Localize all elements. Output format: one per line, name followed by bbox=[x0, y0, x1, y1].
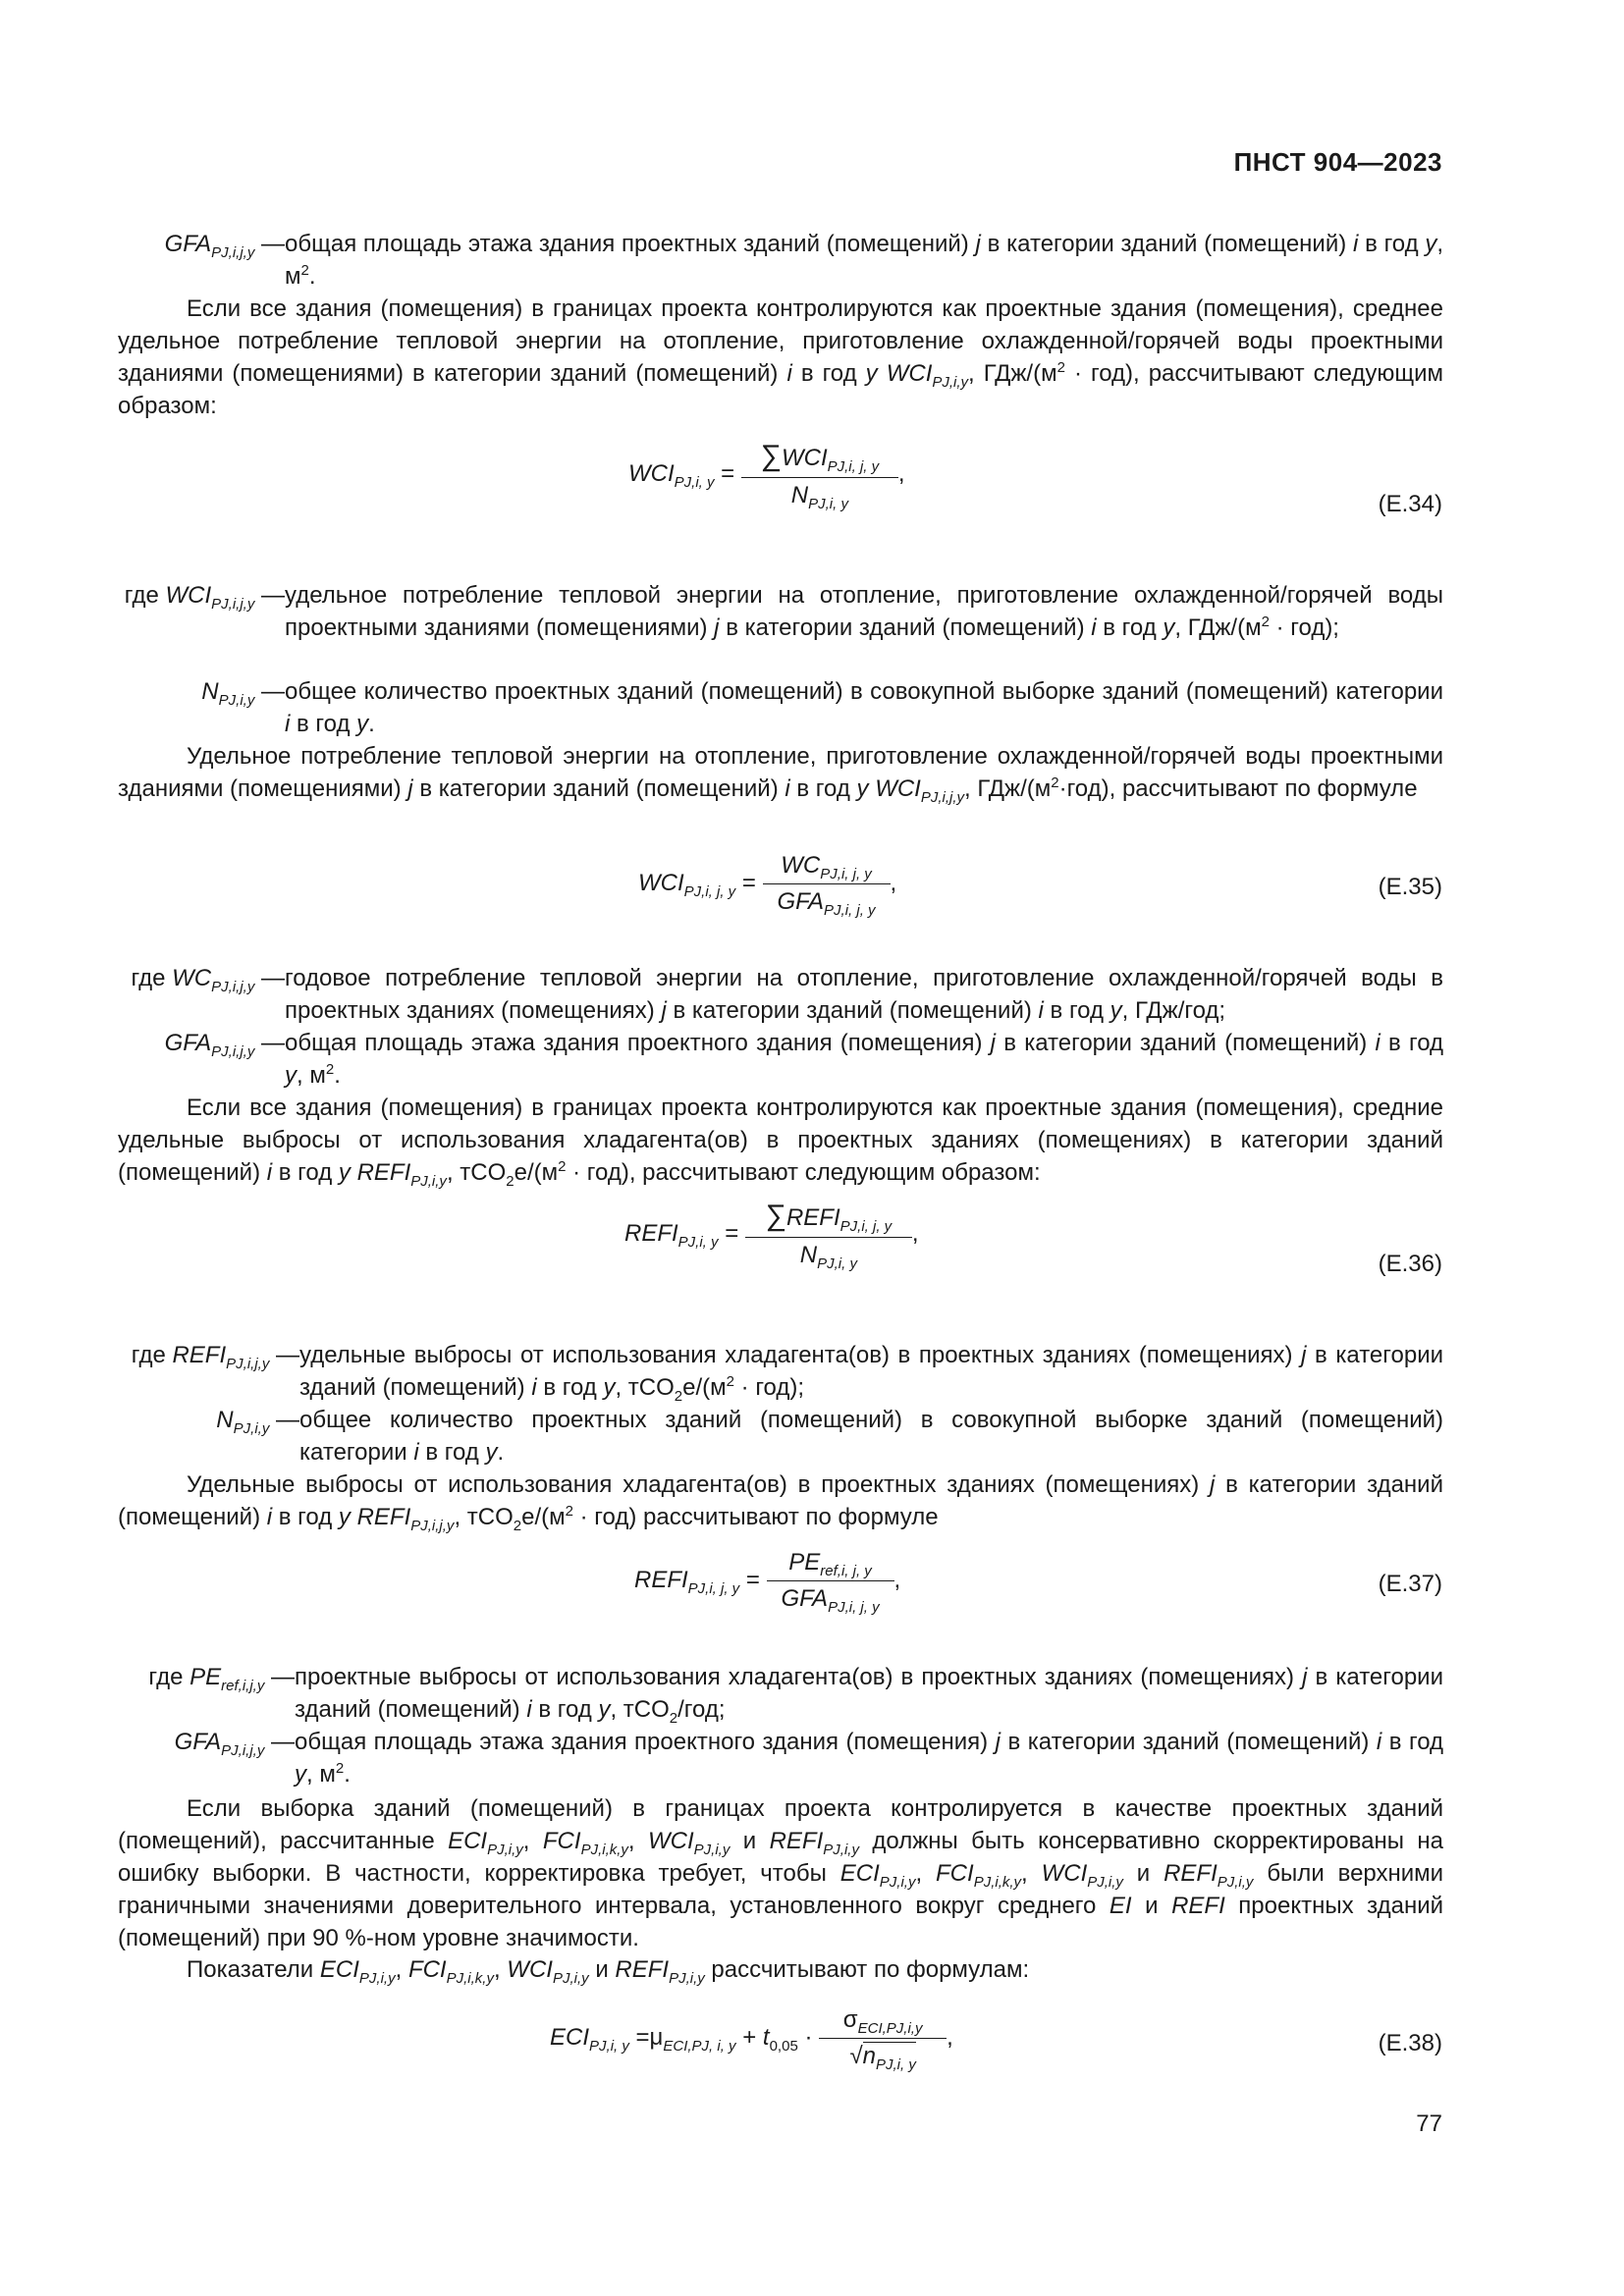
equation-number-e37: (Е.37) bbox=[1378, 1571, 1442, 1597]
paragraph-avg-refrigerant: Если все здания (помещения) в границах проекта контролируются как проектные здания (помещения), средние удельные выбросы от использования хладагента(ов) в проектных зданиях (помещениях) в категории зданий (помещений) i в год y $REFI_{PJ,i,y}$, $тCO_2e/(м^2 \cdot год)$, рассчитывают следующим образом: bbox=[118, 1095, 1443, 1190]
equation-number-e34: (Е.34) bbox=[1378, 491, 1442, 517]
paragraph-avg-heat: Если все здания (помещения) в границах проекта контролируются как проектные здания (помещения), среднее удельное потребление тепловой энергии на отопление, приготовление охлажденной/горячей воды проектными зданиями (помещениями) в категории зданий (помещений) i в год y $WCI_{PJ,i,y}$, ГДж/$(м^2 \cdot год)$, рассчитывают следующим образом: bbox=[118, 295, 1444, 419]
equation-number-e38: (Е.38) bbox=[1378, 2030, 1442, 2056]
paragraph-specific-heat: Удельное потребление тепловой энергии на отопление, приготовление охлажденной/горячей воды проектными зданиями (помещениями) j в категории зданий (помещений) i в год y $WCI_{PJ,i,j,y}$, ГДж/$(м^2\cdot год)$, рассчитывают по формуле bbox=[118, 743, 1443, 806]
equation-e38: $ECI_{PJ,i, y} =\mu_{ECI,PJ, i, y} + t_{0,05}$ · $\frac{\sigma_{ECI,PJ,i,y}}{√n_{PJ,i, y}}$ , bbox=[550, 2006, 953, 2073]
paragraph-indicators: Показатели $ECI_{PJ,i,y}$, $FCI_{PJ,i,k,y}$, $WCI_{PJ,i,y}$ и $REFI_{PJ,i,y}$ рассчитывают по формулам: bbox=[187, 1956, 1030, 1987]
equation-e37: $REFI_{PJ,i, j, y}$ = $\frac{PE_{ref,i, j, y}}{GFA_{PJ,i, j, y}}$ , bbox=[634, 1549, 901, 1616]
document-header: ПНСТ 904—2023 bbox=[1233, 147, 1442, 177]
equation-e34: $WCI_{PJ,i, y}$ = $\frac{\sum WCI_{PJ,i, j, y}}{N_{PJ,i, y}}$ , bbox=[628, 440, 905, 512]
paragraph-sample-correction: Если выборка зданий (помещений) в границах проекта контролируется в качестве проектных зданий (помещений), рассчитанные $ECI_{PJ,i,y}$, $FCI_{PJ,i,k,y}$, $WCI_{PJ,i,y}$ и $REFI_{PJ,i,y}$ должны быть консервативно скорректированы на ошибку выборки. В частности, корректировка требует, чтобы $ECI_{PJ,i,y}$, $FCI_{PJ,i,k,y}$, $WCI_{PJ,i,y}$ и $REFI_{PJ,i,y}$ были верхними граничными значениями доверительного интервала, установленного вокруг среднего EI и REFI проектных зданий (помещений) при 90 %-ном уровне значимости. bbox=[118, 1795, 1444, 1951]
equation-e35: $WCI_{PJ,i, j, y}$ = $\frac{WC_{PJ,i, j, y}}{GFA_{PJ,i, j, y}}$ , bbox=[638, 852, 897, 919]
equation-e36: $REFI_{PJ,i, y}$ = $\frac{\sum REFI_{PJ,i, j, y}}{N_{PJ,i, y}}$ , bbox=[624, 1200, 919, 1272]
equation-number-e35: (Е.35) bbox=[1378, 874, 1442, 900]
page-number: 77 bbox=[1416, 2110, 1442, 2137]
equation-number-e36: (Е.36) bbox=[1378, 1251, 1442, 1277]
paragraph-specific-refrigerant: Удельные выбросы от использования хладагента(ов) в проектных зданиях (помещениях) j в категории зданий (помещений) i в год y $REFI_{PJ,i,j,y}$, $тCO_2e/(м^2 \cdot год)$ рассчитывают по формуле bbox=[118, 1471, 1443, 1534]
